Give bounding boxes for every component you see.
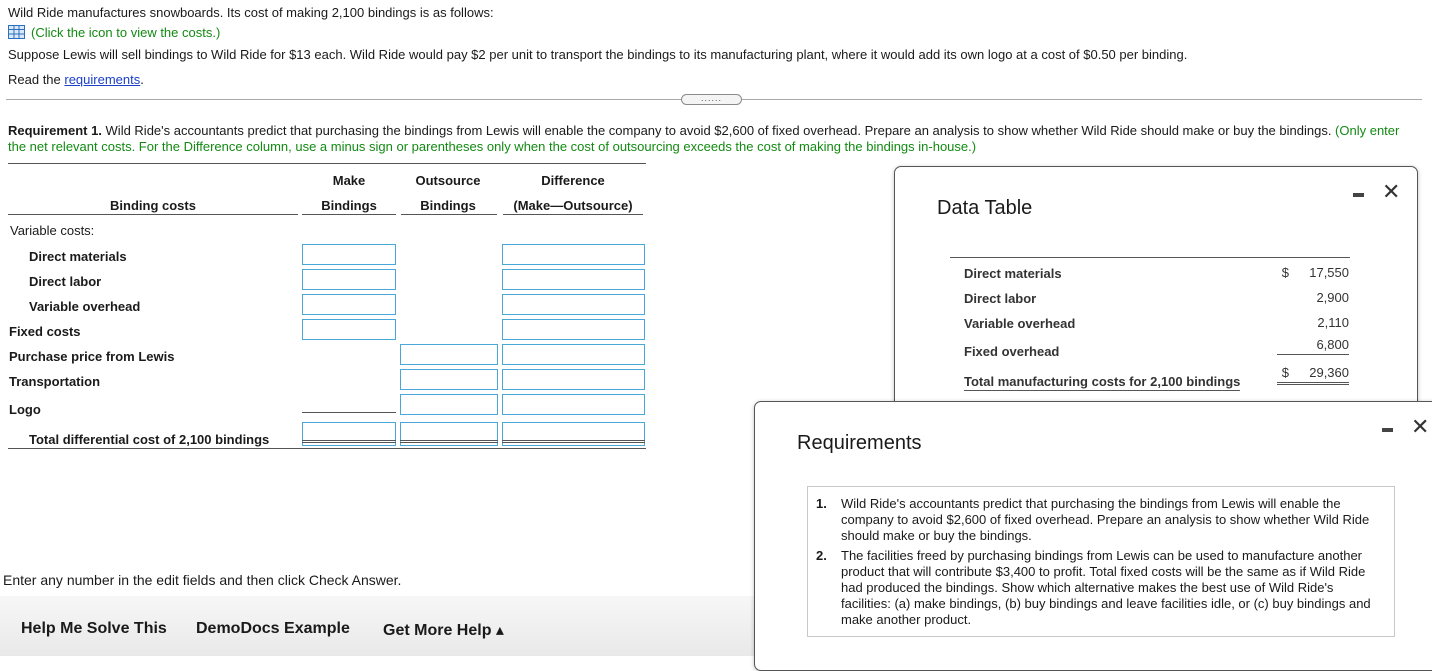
req-item-text: The facilities freed by purchasing bindings from Lewis can be used to manufacture another product that will contribute $3,400 to profit. Total fixed costs will be the same as if Wild Ride had produced the bindings. Show which alternative makes the best use of Wild Ride's facilities: (a) make bindings, (b) buy bindings and leave facilities idle, or (c) buy bindings and make another product. — [841, 548, 1371, 627]
double-underline — [502, 440, 645, 443]
dt-currency: $ — [1281, 365, 1289, 380]
dt-subtotal-rule — [1277, 354, 1349, 355]
diff-transportation-input[interactable] — [502, 369, 645, 390]
make-fixed-costs-input[interactable] — [302, 319, 396, 340]
dt-currency: $ — [1281, 265, 1289, 280]
header-rule — [503, 214, 643, 215]
dt-value: 2,110 — [1317, 315, 1349, 330]
row-fixed-costs: Fixed costs — [9, 324, 81, 339]
dt-value: 6,800 — [1316, 337, 1349, 352]
section-variable-costs: Variable costs: — [10, 223, 95, 238]
requirement-instruction — [8, 123, 1413, 155]
col-outsource-bottom: Bindings — [420, 198, 476, 213]
make-logo-blank — [302, 412, 396, 413]
col-outsource-top: Outsource — [415, 173, 481, 188]
outsource-purchase-price-input[interactable] — [400, 344, 498, 365]
row-direct-labor: Direct labor — [29, 274, 102, 289]
dt-label: Direct materials — [964, 266, 1062, 281]
help-me-solve-button[interactable]: Help Me Solve This — [21, 620, 167, 637]
dt-top-rule — [950, 257, 1350, 258]
dt-label: Fixed overhead — [964, 344, 1060, 359]
outsource-logo-input[interactable] — [400, 394, 498, 415]
minimize-icon[interactable] — [1353, 193, 1364, 197]
col-difference-bottom: (Make—Outsource) — [513, 198, 633, 213]
data-table-title: Data Table — [937, 197, 1033, 219]
view-costs-link[interactable] — [8, 25, 220, 40]
data-table-panel — [894, 166, 1418, 426]
table-bottom-rule — [8, 448, 646, 449]
requirements-title: Requirements — [797, 432, 922, 454]
diff-purchase-price-input[interactable] — [502, 344, 645, 365]
make-variable-overhead-input[interactable] — [302, 294, 396, 315]
dt-value: 17,550 — [1309, 265, 1349, 280]
dt-label: Total manufacturing costs for 2,100 bindings — [964, 374, 1241, 389]
read-suffix: . — [140, 72, 144, 87]
dt-total-double-rule — [1277, 382, 1349, 385]
double-underline — [400, 440, 498, 443]
col-difference-top: Difference — [541, 173, 605, 188]
read-prefix: Read the — [8, 72, 65, 87]
req-number: 2. — [816, 548, 827, 563]
dt-value: 29,360 — [1309, 365, 1349, 380]
row-purchase-price: Purchase price from Lewis — [9, 349, 175, 364]
row-transportation: Transportation — [9, 374, 101, 389]
view-costs-text[interactable]: (Click the icon to view the costs.) — [31, 25, 221, 40]
requirements-panel — [754, 401, 1432, 671]
dt-value: 2,900 — [1316, 290, 1349, 305]
row-variable-overhead: Variable overhead — [29, 299, 141, 314]
diff-fixed-costs-input[interactable] — [502, 319, 645, 340]
row-logo: Logo — [9, 402, 41, 417]
diff-logo-input[interactable] — [502, 394, 645, 415]
req-item-text: Wild Ride's accountants predict that purchasing the bindings from Lewis will enable the company to avoid $2,600 of fixed overhead. Prepare an analysis to show whether Wild Ride should make or buy the bindings. — [841, 496, 1370, 543]
requirement-label: Requirement 1. — [8, 123, 102, 138]
dt-label: Direct labor — [964, 291, 1037, 306]
make-direct-materials-input[interactable] — [302, 244, 396, 265]
read-requirements — [8, 72, 144, 87]
outsource-transportation-input[interactable] — [400, 369, 498, 390]
demodocs-button[interactable]: DemoDocs Example — [196, 620, 350, 637]
hint-text: Enter any number in the edit fields and then click Check Answer. — [3, 572, 402, 588]
requirements-link[interactable]: requirements — [64, 72, 141, 87]
intro-line: Wild Ride manufactures snowboards. Its cost of making 2,100 bindings is as follows: — [8, 5, 494, 20]
col-make-bottom: Bindings — [321, 198, 377, 213]
row-total: Total differential cost of 2,100 bindings — [29, 432, 270, 447]
expand-button[interactable]: ...... — [681, 94, 742, 105]
minimize-icon[interactable] — [1382, 428, 1393, 432]
diff-direct-materials-input[interactable] — [502, 244, 645, 265]
table-top-rule — [8, 163, 646, 164]
requirement-note: (Only enter the net relevant costs. For the Difference column, use a minus sign or parentheses only when the cost of outsourcing exceeds the cost of making the bindings in-house.) — [8, 123, 1400, 154]
scenario-text: Suppose Lewis will sell bindings to Wild Ride for $13 each. Wild Ride would pay $2 per unit to transport the bindings to its manufacturing plant, where it would add its own logo at a cost of $0.50 per binding. — [8, 47, 1188, 62]
req-number: 1. — [816, 496, 827, 511]
requirement-text: Wild Ride's accountants predict that purchasing the bindings from Lewis will enable the company to avoid $2,600 of fixed overhead. Prepare an analysis to show whether Wild Ride should make or buy the bindings. — [101, 123, 1336, 138]
close-icon[interactable]: ✕ — [1411, 414, 1430, 439]
diff-direct-labor-input[interactable] — [502, 269, 645, 290]
col-make-top: Make — [332, 173, 366, 188]
dt-total-label-rule — [964, 390, 1240, 391]
dt-label: Variable overhead — [964, 316, 1076, 331]
header-rule — [401, 214, 497, 215]
diff-variable-overhead-input[interactable] — [502, 294, 645, 315]
get-more-help-button[interactable]: Get More Help ▴ — [383, 622, 504, 639]
make-direct-labor-input[interactable] — [302, 269, 396, 290]
close-icon[interactable]: ✕ — [1382, 179, 1401, 204]
header-binding-costs: Binding costs — [110, 198, 196, 213]
header-rule — [8, 214, 298, 215]
requirements-list — [807, 486, 1395, 637]
table-grid-icon[interactable] — [8, 25, 25, 39]
row-direct-materials: Direct materials — [29, 249, 127, 264]
double-underline — [302, 440, 396, 443]
header-rule — [302, 214, 396, 215]
